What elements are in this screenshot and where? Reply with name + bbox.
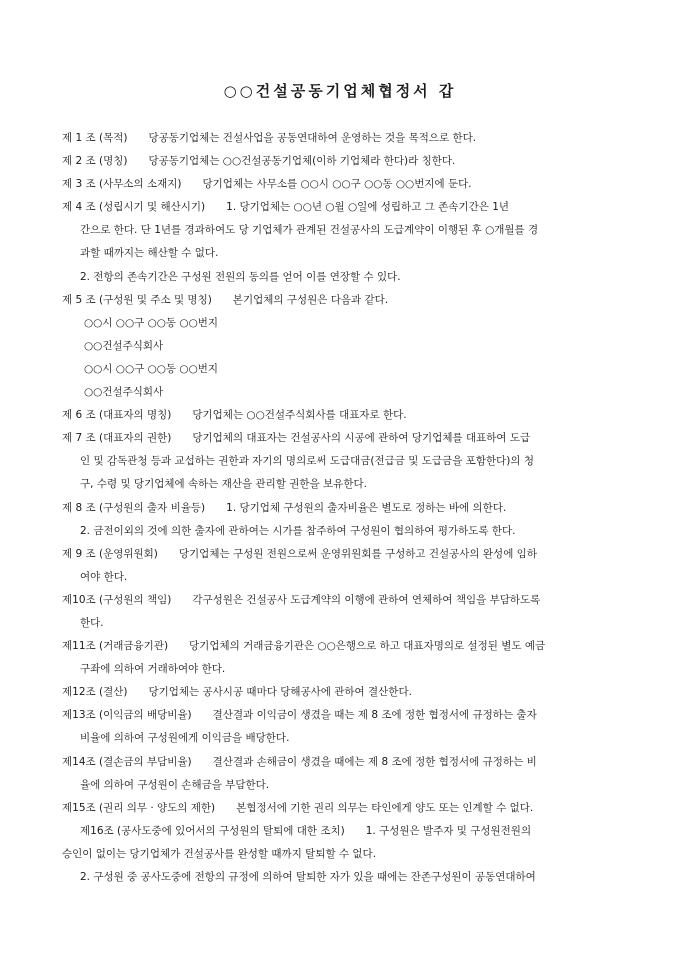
article-5-line: 제 5 조 (구성원 및 주소 및 명칭) 본기업체의 구성원은 다음과 같다. <box>62 293 389 306</box>
article-10-continuation: 한다. <box>80 616 104 629</box>
article-13-continuation: 비율에 의하여 구성원에게 이익금을 배당한다. <box>80 732 290 745</box>
article-9-continuation: 여야 한다. <box>80 570 128 583</box>
article-4-continuation: 과할 때까지는 해산할 수 없다. <box>80 247 219 260</box>
member-company: ○○건설주식회사 <box>84 386 164 399</box>
member-company: ○○건설주식회사 <box>84 339 164 352</box>
document-body <box>62 127 628 889</box>
article-9-line: 제 9 조 (운영위원회) 당기업체는 구성원 전원으로써 운영위원회를 구성하고 건설공사의 완성에 임하 <box>62 547 537 560</box>
article-2-line: 제 2 조 (명칭) 당공동기업체는 ○○건설공동기업체(이하 기업체라 한다)라 칭한다. <box>62 155 456 168</box>
article-11-continuation: 구좌에 의하여 거래하여야 한다. <box>80 663 226 676</box>
article-16-continuation: 승인이 없이는 당기업체가 건설공사를 완성할 때까지 탈퇴할 수 없다. <box>62 847 377 860</box>
article-7-continuation: 구, 수령 및 당기업체에 속하는 재산을 관리할 권한을 보유한다. <box>80 478 367 491</box>
article-16-clause-2: 2. 구성원 중 공사도중에 전항의 규정에 의하여 탈퇴한 자가 있을 때에는 잔존구성원이 공동연대하여 <box>80 871 536 883</box>
member-address: ○○시 ○○구 ○○동 ○○번지 <box>84 316 219 329</box>
article-3-line: 제 3 조 (사무소의 소재지) 당기업체는 사무소를 ○○시 ○○구 ○○동 ○○번지에 둔다. <box>62 178 472 191</box>
article-15-line: 제15조 (권리 의무 · 양도의 제한) 본협정서에 기한 권리 의무는 타인에게 양도 또는 인계할 수 없다. <box>62 801 534 814</box>
document-title: ○○건설공동기업체협정서 갑 <box>223 82 457 100</box>
article-8-line: 제 8 조 (구성원의 출자 비율등) 1. 당기업체 구성원의 출자비율은 별도로 정하는 바에 의한다. <box>62 501 507 514</box>
article-16-line: 제16조 (공사도중에 있어서의 구성원의 탈퇴에 대한 조치) 1. 구성원은 발주자 및 구성원전원의 <box>80 824 532 837</box>
article-13-line: 제13조 (이익금의 배당비율) 결산결과 이익금이 생겼을 때는 제 8 조에 정한 협정서에 규정하는 출자 <box>62 709 537 722</box>
article-4-line: 제 4 조 (성립시기 및 해산시기) 1. 당기업체는 ○○년 ○월 ○일에 성립하고 그 존속기간은 1년 <box>62 201 510 214</box>
member-address: ○○시 ○○구 ○○동 ○○번지 <box>84 362 219 375</box>
article-10-line: 제10조 (구성원의 책임) 각구성원은 건설공사 도급계약의 이행에 관하여 연체하여 책임을 부담하도록 <box>62 593 541 606</box>
article-8-clause-2: 2. 금전이외의 것에 의한 출자에 관하여는 시가를 참주하여 구성원이 협의하여 평가하도록 한다. <box>80 524 516 537</box>
article-7-line: 제 7 조 (대표자의 권한) 당기업체의 대표자는 건설공사의 시공에 관하여 당기업체를 대표하여 도급 <box>62 432 531 445</box>
article-6-line: 제 6 조 (대표자의 명칭) 당기업체는 ○○건설주식회사를 대표자로 한다. <box>62 409 407 422</box>
article-7-continuation: 인 및 감독관청 등과 교섭하는 권한과 자기의 명의로써 도급대금(전급금 및 도급금을 포함한다)의 청 <box>80 455 534 468</box>
article-12-line: 제12조 (결산) 당기업체는 공사시공 때마다 당해공사에 관하여 결산한다. <box>62 686 412 699</box>
article-1-line: 제 1 조 (목적) 당공동기업체는 건설사업을 공동연대하여 운영하는 것을 목적으로 한다. <box>62 132 477 144</box>
article-14-line: 제14조 (결손금의 부담비율) 결산결과 손해금이 생겼을 때에는 제 8 조에 정한 협정서에 규정하는 비 <box>62 755 537 768</box>
article-11-line: 제11조 (거래금융기관) 당기업체의 거래금융기관은 ○○은행으로 하고 대표자명의로 설정된 별도 예금 <box>62 640 546 653</box>
article-14-continuation: 율에 의하여 구성원이 손해금을 부담한다. <box>80 778 270 791</box>
article-4-clause-2: 2. 전항의 존속기간은 구성원 전원의 동의를 얻어 이를 연장할 수 있다. <box>80 270 401 283</box>
article-4-continuation: 간으로 한다. 단 1년를 경과하여도 당 기업체가 관계된 건설공사의 도급계약이 이행된 후 ○개월를 경 <box>80 224 539 237</box>
